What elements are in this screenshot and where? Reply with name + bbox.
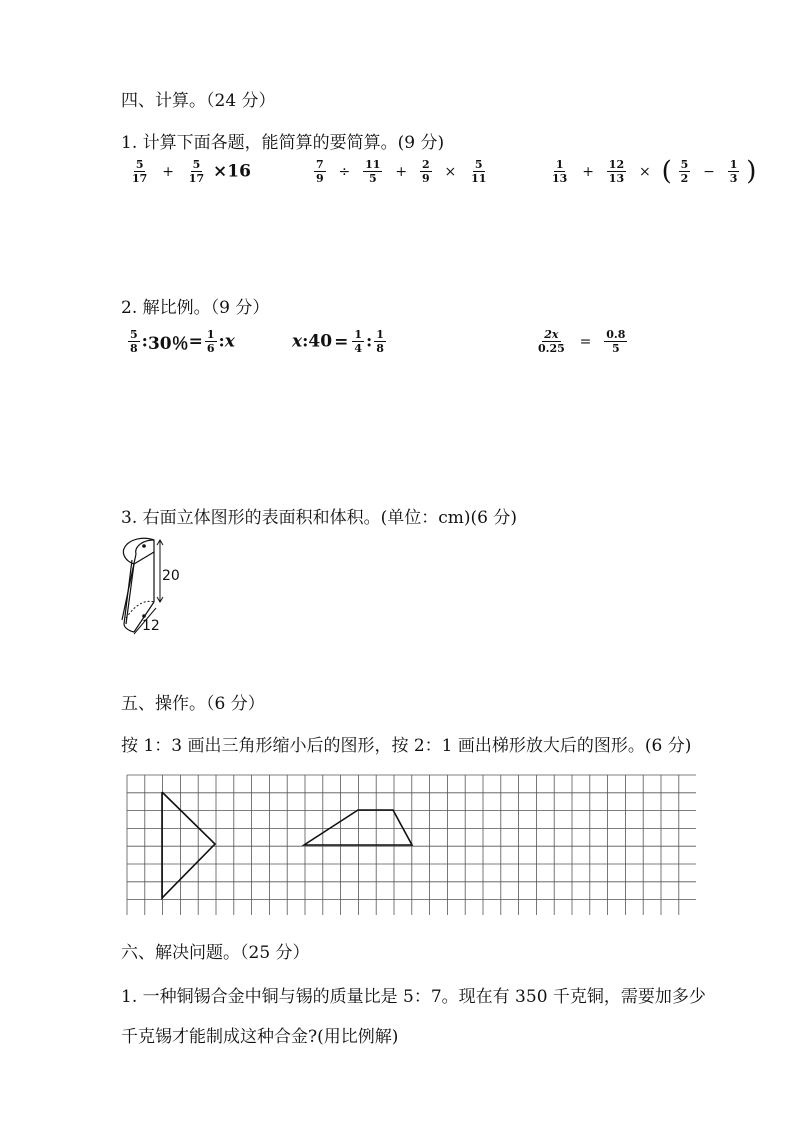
q3-prompt: 3. 右面立体图形的表面积和体积。(单位：cm)(6 分) xyxy=(121,508,518,528)
fraction: $\frac{5}{17}$ xyxy=(132,158,148,185)
problem1-line1: 1. 一种铜锡合金中铜与锡的质量比是 5：7。现在有 350 千克铜，需要加多少 xyxy=(121,987,706,1007)
fraction: $\frac{1}{8}$ xyxy=(376,328,384,355)
q1-prompt: 1. 计算下面各题，能简算的要简算。(9 分) xyxy=(121,133,445,153)
section4-title: 四、计算。（24 分） xyxy=(121,91,276,111)
fraction: $\frac{5}{17}$ xyxy=(188,158,205,185)
height-label: 20 xyxy=(162,568,180,584)
section5-title: 五、操作。（6 分） xyxy=(121,694,265,714)
diameter-label: 12 xyxy=(142,618,160,634)
fraction: $\frac{2}{9}$ xyxy=(421,158,430,185)
q2-equation-2: x:40 = $\frac{1}{4}$ : $\frac{1}{8}$ xyxy=(292,328,384,355)
q1-expression-1: $\frac{5}{17}$ + $\frac{5}{17}$ ×16 xyxy=(132,158,251,185)
drawing-grid[interactable] xyxy=(126,774,698,916)
section6-title: 六、解决问题。（25 分） xyxy=(121,943,310,963)
problem1-line2: 千克锡才能制成这种合金?(用比例解) xyxy=(121,1027,399,1047)
q2-prompt: 2. 解比例。（9 分） xyxy=(121,298,270,318)
fraction: $\frac{7}{9}$ xyxy=(316,158,324,185)
fraction: $\frac{1}{13}$ xyxy=(552,158,568,185)
half-cylinder-figure xyxy=(112,532,192,636)
fraction: $\frac{1}{6}$ xyxy=(206,328,215,355)
q2-equation-3: $\frac{2x}{0.25}$ = $\frac{0.8}{5}$ xyxy=(538,328,626,355)
fraction: $\frac{11}{5}$ xyxy=(365,158,381,185)
q2-equation-1: $\frac{5}{8}$ :30％= $\frac{1}{6}$ :x xyxy=(130,328,235,355)
fraction: $\frac{5}{11}$ xyxy=(471,158,487,185)
fraction: $\frac{1}{3}$ xyxy=(729,158,738,185)
fraction: $\frac{0.8}{5}$ xyxy=(606,328,626,355)
q1-expression-3: $\frac{1}{13}$ + $\frac{12}{13}$ × ( $\frac{5}{2}$ − $\frac{1}{3}$ ) xyxy=(552,156,757,187)
operation-instruction: 按 1：3 画出三角形缩小后的图形，按 2：1 画出梯形放大后的图形。(6 分) xyxy=(121,736,692,756)
fraction: $\frac{2x}{0.25}$ xyxy=(538,328,565,355)
fraction: $\frac{12}{13}$ xyxy=(608,158,625,185)
fraction: $\frac{5}{2}$ xyxy=(680,158,689,185)
fraction: $\frac{5}{8}$ xyxy=(130,328,138,355)
fraction: $\frac{1}{4}$ xyxy=(354,328,362,355)
q1-expression-2: $\frac{7}{9}$ ÷ $\frac{11}{5}$ + $\frac{2}{9}$ × $\frac{5}{11}$ xyxy=(316,158,487,185)
